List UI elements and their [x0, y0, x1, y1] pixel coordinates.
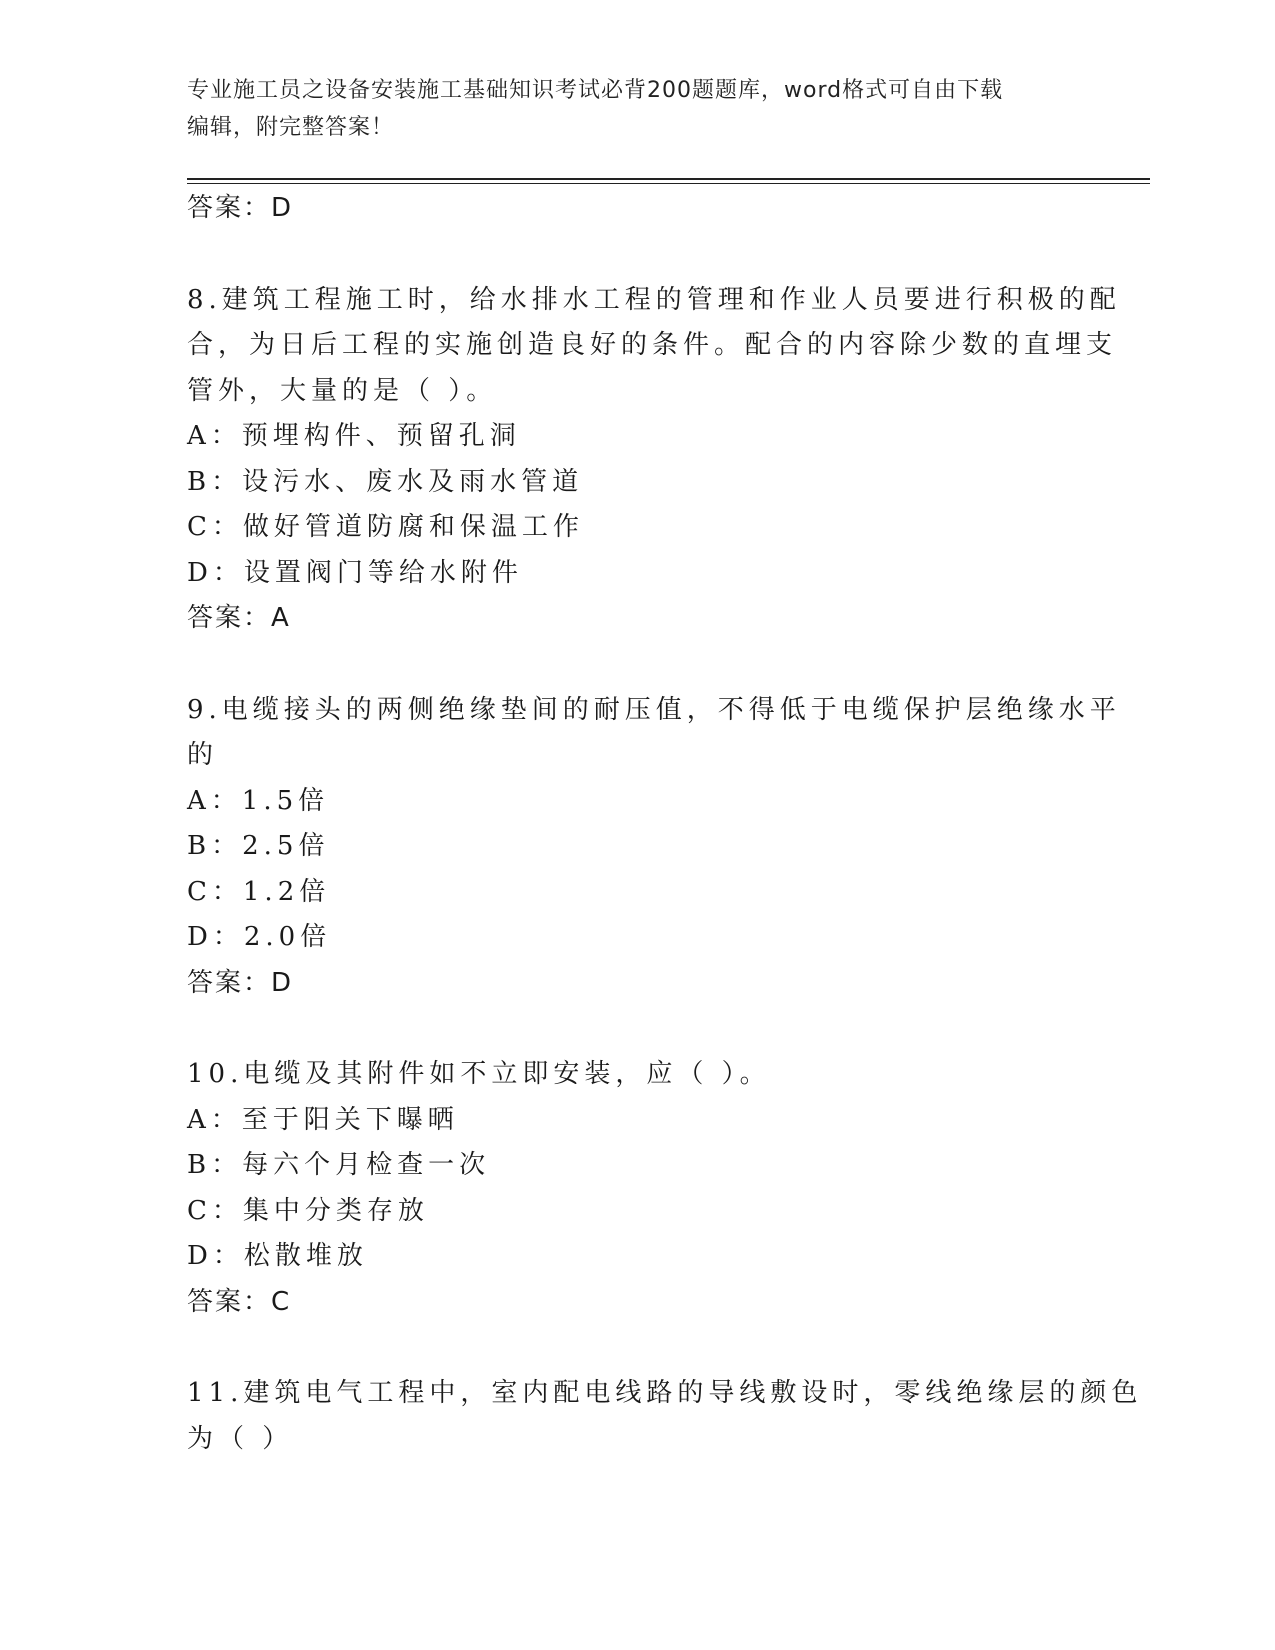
question-8 — [187, 278, 1121, 642]
question-8-option-b: B：设污水、废水及雨水管道 — [187, 466, 584, 497]
question-8-text-line: 8.建筑工程施工时，给水排水工程的管理和作业人员要进行积极的配 — [187, 284, 1121, 315]
header-divider-thin — [187, 183, 1150, 184]
question-8-text-line: 管外，大量的是（ ）。 — [187, 375, 498, 406]
question-8-text-line: 合，为日后工程的实施创造良好的条件。配合的内容除少数的直埋支 — [187, 330, 1118, 360]
question-8-option-a: A：预埋构件、预留孔洞 — [187, 421, 521, 451]
question-10 — [187, 1052, 1087, 1325]
question-11-text-line: 11.建筑电气工程中，室内配电线路的导线敷设时，零线绝缘层的颜色 — [187, 1378, 1143, 1408]
question-10-option-b: B：每六个月检查一次 — [187, 1150, 491, 1180]
header-line-1: 专业施工员之设备安装施工基础知识考试必背200题题库，word格式可自由下载 — [187, 78, 1004, 103]
question-10-answer: 答案：C — [187, 1286, 292, 1317]
question-10-option-d: D：松散堆放 — [187, 1241, 368, 1271]
question-8-answer: 答案：A — [187, 603, 291, 633]
question-10-text-line: 10.电缆及其附件如不立即安装，应（ ）。 — [187, 1059, 771, 1089]
question-9-text-line: 的 — [187, 740, 219, 770]
document-header — [187, 72, 1067, 146]
question-11-text-line: 为（ ） — [187, 1423, 294, 1454]
question-8-option-c: C：做好管道防腐和保温工作 — [187, 512, 584, 542]
header-divider-thick — [187, 178, 1150, 180]
question-9-option-a: A：1.5倍 — [187, 785, 330, 816]
spacer — [187, 642, 1087, 688]
question-8-option-d: D：设置阀门等给水附件 — [187, 557, 523, 588]
question-list — [187, 186, 1143, 1462]
question-9-answer: 答案：D — [187, 967, 294, 998]
spacer — [187, 1325, 1087, 1371]
question-10-option-c: C：集中分类存放 — [187, 1195, 429, 1226]
spacer — [187, 232, 1087, 278]
header-line-2: 编辑，附完整答案！ — [187, 115, 395, 140]
question-9-option-b: B：2.5倍 — [187, 831, 330, 861]
question-9-text-line: 9.电缆接头的两侧绝缘垫间的耐压值，不得低于电缆保护层绝缘水平 — [187, 694, 1121, 725]
spacer — [187, 1006, 1087, 1052]
question-9 — [187, 688, 1121, 1007]
question-11 — [187, 1371, 1143, 1462]
previous-answer: 答案：D — [187, 193, 294, 223]
question-9-option-d: D：2.0倍 — [187, 922, 332, 952]
question-9-option-c: C：1.2倍 — [187, 876, 331, 907]
question-10-option-a: A：至于阳关下曝晒 — [187, 1104, 459, 1135]
